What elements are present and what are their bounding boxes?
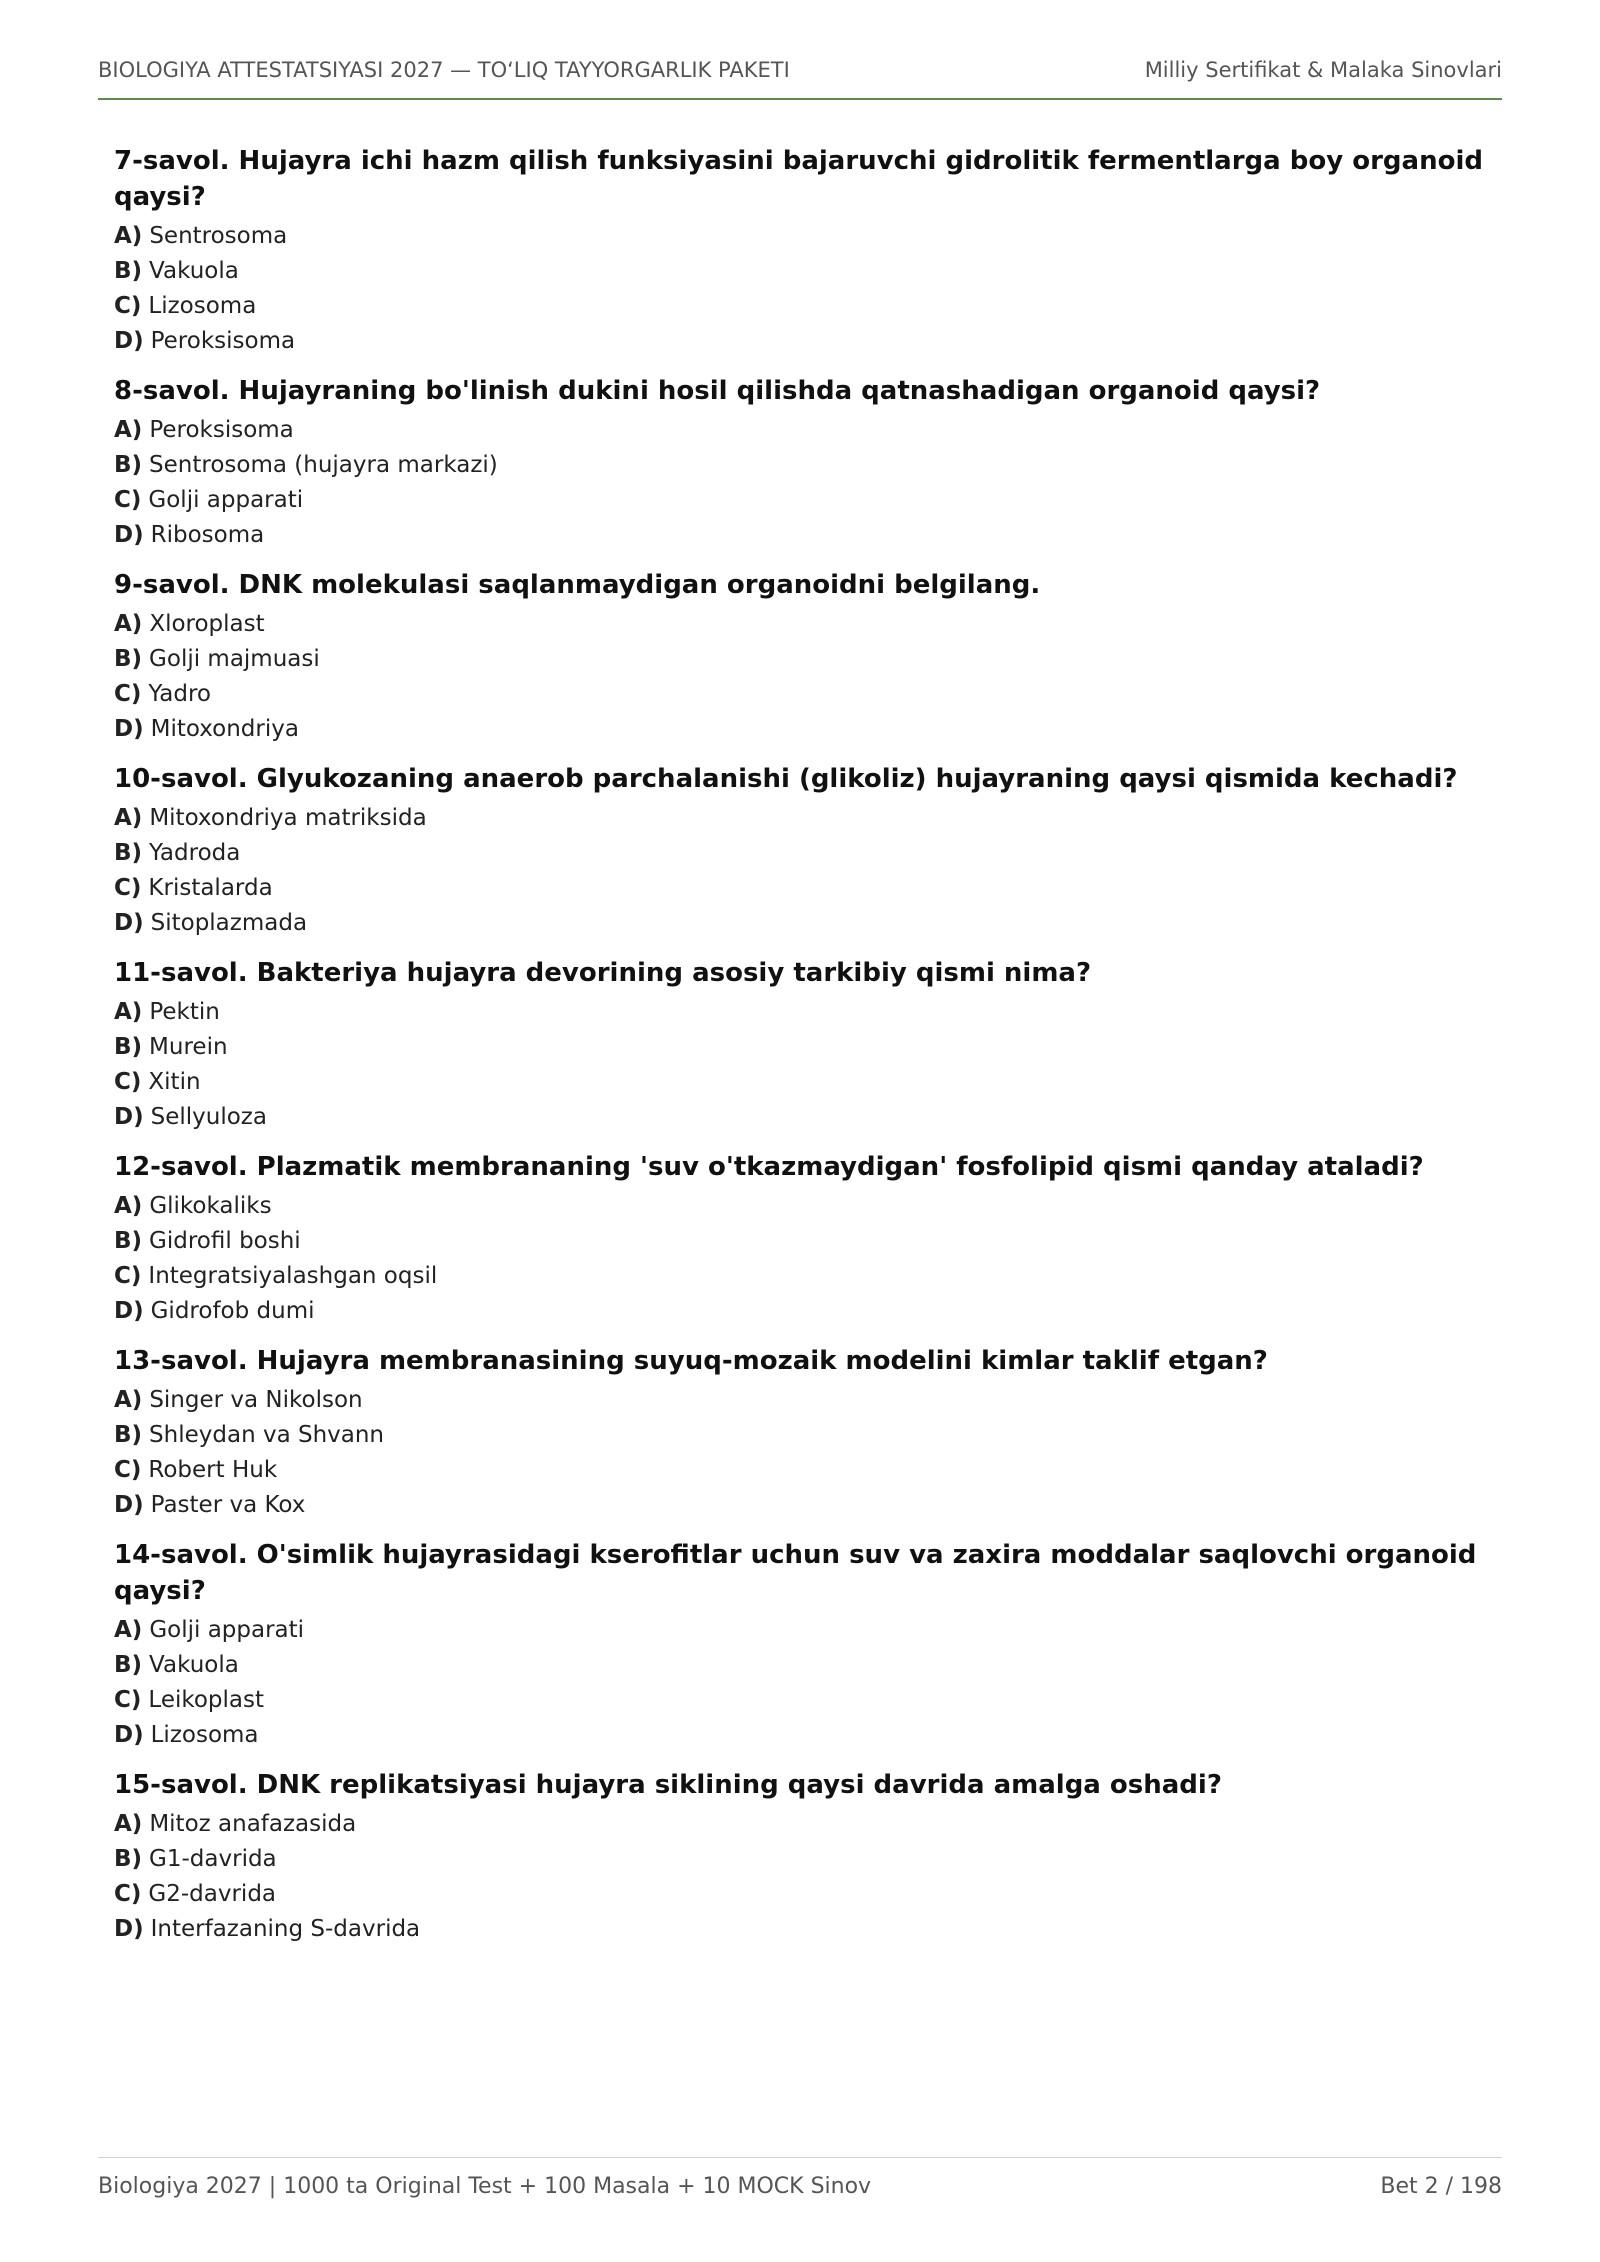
- option-text: Golji apparati: [149, 1617, 305, 1643]
- option-letter: C): [114, 681, 142, 707]
- option-text: G2-davrida: [148, 1881, 277, 1907]
- question-title: 13-savol. Hujayra membranasining suyuq-mozaik modelini kimlar taklif etgan?: [114, 1346, 1268, 1376]
- option-text: Paster va Kox: [150, 1492, 306, 1518]
- question-block: [114, 1149, 1486, 1329]
- option-letter: A): [114, 1193, 143, 1219]
- footer-title: Biologiya 2027 | 1000 ta Original Test + 100 Masala + 10 MOCK Sinov: [98, 2174, 872, 2199]
- answer-option: [114, 1912, 1486, 1947]
- option-letter: A): [114, 805, 143, 831]
- option-text: Kristalarda: [148, 875, 273, 901]
- question-title: 9-savol. DNK molekulasi saqlanmaydigan organoidni belgilang.: [114, 570, 1041, 600]
- option-text: Sentrosoma (hujayra markazi): [149, 452, 498, 478]
- answer-option: [114, 1224, 1486, 1259]
- option-letter: C): [114, 1881, 142, 1907]
- answer-option: [114, 871, 1486, 906]
- option-letter: D): [114, 716, 144, 742]
- option-text: Sitoplazmada: [150, 910, 308, 936]
- header-title: BIOLOGIYA ATTESTATSIYASI 2027 — TO‘LIQ TAYYORGARLIK PAKETI: [98, 58, 790, 82]
- question-block: [114, 373, 1486, 553]
- answer-option: [114, 1418, 1486, 1453]
- option-text: Golji apparati: [148, 487, 304, 513]
- answer-option: [114, 1189, 1486, 1224]
- option-letter: A): [114, 417, 143, 443]
- option-text: Lizosoma: [150, 1722, 259, 1748]
- question-list: [114, 143, 1486, 1961]
- option-letter: C): [114, 1687, 142, 1713]
- answer-option: [114, 1683, 1486, 1718]
- question-block: [114, 761, 1486, 941]
- option-letter: C): [114, 1069, 142, 1095]
- option-letter: D): [114, 328, 144, 354]
- answer-option: [114, 1065, 1486, 1100]
- option-letter: A): [114, 223, 143, 249]
- option-text: Vakuola: [149, 1652, 239, 1678]
- option-text: Lizosoma: [148, 293, 257, 319]
- question-block: [114, 1343, 1486, 1523]
- option-text: Mitoxondriya matriksida: [149, 805, 427, 831]
- option-text: Integratsiyalashgan oqsil: [148, 1263, 438, 1289]
- answer-option: [114, 254, 1486, 289]
- option-letter: B): [114, 1034, 143, 1060]
- answer-option: [114, 518, 1486, 553]
- page-number: Bet 2 / 198: [1380, 2174, 1502, 2199]
- answer-option: [114, 1100, 1486, 1135]
- option-text: Mitoxondriya: [150, 716, 299, 742]
- answer-option: [114, 1648, 1486, 1683]
- answer-option: [114, 324, 1486, 359]
- question-title: 10-savol. Glyukozaning anaerob parchalanishi (glikoliz) hujayraning qaysi qismida kechadi?: [114, 764, 1458, 794]
- question-title: 8-savol. Hujayraning bo'linish dukini hosil qilishda qatnashadigan organoid qaysi?: [114, 376, 1321, 406]
- option-letter: D): [114, 522, 144, 548]
- option-text: Ribosoma: [150, 522, 265, 548]
- option-text: Leikoplast: [148, 1687, 265, 1713]
- option-letter: A): [114, 1387, 143, 1413]
- answer-option: [114, 413, 1486, 448]
- option-letter: B): [114, 452, 143, 478]
- answer-option: [114, 1294, 1486, 1329]
- option-letter: D): [114, 910, 144, 936]
- option-letter: B): [114, 258, 143, 284]
- answer-option: [114, 995, 1486, 1030]
- answer-option: [114, 1259, 1486, 1294]
- option-letter: C): [114, 293, 142, 319]
- answer-option: [114, 1718, 1486, 1753]
- option-letter: D): [114, 1722, 144, 1748]
- question-title: 14-savol. O'simlik hujayrasidagi kserofitlar uchun suv va zaxira moddalar saqlovchi organoid qaysi?: [114, 1540, 1477, 1606]
- question-block: [114, 1767, 1486, 1947]
- option-text: Golji majmuasi: [149, 646, 320, 672]
- option-letter: D): [114, 1104, 144, 1130]
- option-letter: B): [114, 1846, 143, 1872]
- page-header: [98, 58, 1502, 100]
- answer-option: [114, 642, 1486, 677]
- option-letter: D): [114, 1298, 144, 1324]
- option-text: Pektin: [149, 999, 220, 1025]
- option-text: Mitoz anafazasida: [149, 1811, 357, 1837]
- option-text: G1-davrida: [149, 1846, 277, 1872]
- answer-option: [114, 712, 1486, 747]
- option-text: Sentrosoma: [149, 223, 288, 249]
- question-block: [114, 1537, 1486, 1753]
- option-text: Robert Huk: [148, 1457, 278, 1483]
- option-text: Sellyuloza: [150, 1104, 267, 1130]
- option-letter: B): [114, 1652, 143, 1678]
- option-letter: A): [114, 1811, 143, 1837]
- option-letter: B): [114, 840, 143, 866]
- answer-option: [114, 677, 1486, 712]
- answer-option: [114, 1453, 1486, 1488]
- option-letter: C): [114, 875, 142, 901]
- question-title: 12-savol. Plazmatik membrananing 'suv o'tkazmaydigan' fosfolipid qismi qanday ataladi?: [114, 1152, 1424, 1182]
- option-letter: C): [114, 487, 142, 513]
- answer-option: [114, 1842, 1486, 1877]
- option-letter: D): [114, 1492, 144, 1518]
- option-letter: C): [114, 1457, 142, 1483]
- answer-option: [114, 219, 1486, 254]
- option-text: Gidrofil boshi: [149, 1228, 301, 1254]
- option-text: Xitin: [148, 1069, 201, 1095]
- option-text: Singer va Nikolson: [149, 1387, 363, 1413]
- answer-option: [114, 1807, 1486, 1842]
- option-letter: A): [114, 999, 143, 1025]
- header-subtitle: Milliy Sertifikat & Malaka Sinovlari: [1144, 58, 1502, 82]
- option-text: Murein: [149, 1034, 228, 1060]
- answer-option: [114, 483, 1486, 518]
- answer-option: [114, 448, 1486, 483]
- answer-option: [114, 1030, 1486, 1065]
- option-letter: B): [114, 1228, 143, 1254]
- answer-option: [114, 607, 1486, 642]
- answer-option: [114, 836, 1486, 871]
- option-text: Shleydan va Shvann: [149, 1422, 385, 1448]
- question-title: 11-savol. Bakteriya hujayra devorining asosiy tarkibiy qismi nima?: [114, 958, 1092, 988]
- answer-option: [114, 1613, 1486, 1648]
- option-letter: B): [114, 646, 143, 672]
- option-letter: A): [114, 611, 143, 637]
- page-footer: [98, 2157, 1502, 2199]
- option-text: Glikokaliks: [149, 1193, 272, 1219]
- option-letter: A): [114, 1617, 143, 1643]
- answer-option: [114, 906, 1486, 941]
- option-text: Vakuola: [149, 258, 239, 284]
- option-text: Yadroda: [149, 840, 241, 866]
- answer-option: [114, 289, 1486, 324]
- answer-option: [114, 1488, 1486, 1523]
- question-title: 15-savol. DNK replikatsiyasi hujayra siklining qaysi davrida amalga oshadi?: [114, 1770, 1222, 1800]
- question-block: [114, 143, 1486, 359]
- question-title: 7-savol. Hujayra ichi hazm qilish funksiyasini bajaruvchi gidrolitik fermentlarga boy organoid qaysi?: [114, 146, 1483, 212]
- question-block: [114, 567, 1486, 747]
- option-text: Gidrofob dumi: [150, 1298, 315, 1324]
- answer-option: [114, 801, 1486, 836]
- option-text: Peroksisoma: [149, 417, 294, 443]
- option-letter: D): [114, 1916, 144, 1942]
- option-letter: B): [114, 1422, 143, 1448]
- option-text: Yadro: [148, 681, 212, 707]
- option-text: Interfazaning S-davrida: [150, 1916, 421, 1942]
- option-text: Peroksisoma: [150, 328, 296, 354]
- answer-option: [114, 1383, 1486, 1418]
- answer-option: [114, 1877, 1486, 1912]
- option-text: Xloroplast: [149, 611, 265, 637]
- question-block: [114, 955, 1486, 1135]
- option-letter: C): [114, 1263, 142, 1289]
